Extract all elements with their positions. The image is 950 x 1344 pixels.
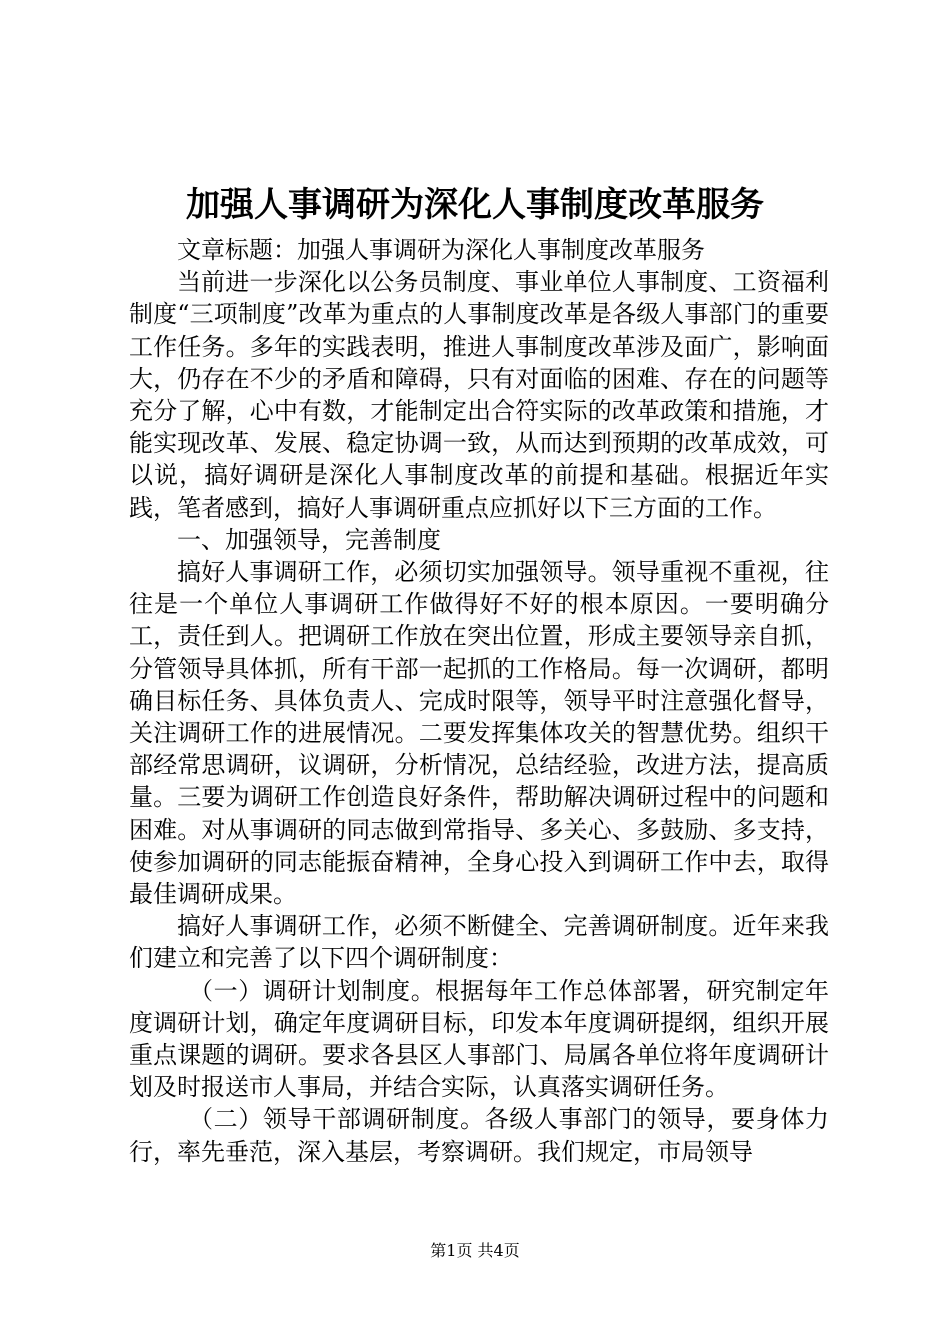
document-title: 加强人事调研为深化人事制度改革服务 [186,185,764,225]
paragraph-item-1: （一）调研计划制度。根据每年工作总体部署，研究制定年度调研计划，确定年度调研目标，印发本年度调研提纲，组织开展重点课题的调研。要求各县区人事部门、局属各单位将年度调研计划及时报送市人事局，并结合实际，认真落实调研任务。 [129,976,829,1102]
paragraph-leadership: 搞好人事调研工作，必须切实加强领导。领导重视不重视，往往是一个单位人事调研工作做得好不好的根本原因。一要明确分工，责任到人。把调研工作放在突出位置，形成主要领导亲自抓，分管领导具体抓，所有干部一起抓的工作格局。每一次调研，都明确目标任务、具体负责人、完成时限等，领导平时注意强化督导，关注调研工作的进展情况。二要发挥集体攻关的智慧优势。组织干部经常思调研，议调研，分析情况，总结经验，改进方法，提高质量。三要为调研工作创造良好条件，帮助解决调研过程中的问题和困难。对从事调研的同志做到常指导、多关心、多鼓励、多支持，使参加调研的同志能振奋精神，全身心投入到调研工作中去，取得最佳调研成果。 [129,558,829,909]
paragraph-item-2: （二）领导干部调研制度。各级人事部门的领导，要身体力行，率先垂范，深入基层，考察调研。我们规定，市局领导 [129,1105,829,1166]
document-body [129,234,829,1168]
paragraph-intro: 当前进一步深化以公务员制度、事业单位人事制度、工资福利制度“三项制度”改革为重点的人事制度改革是各级人事部门的重要工作任务。多年的实践表明，推进人事制度改革涉及面广，影响面大，仍存在不少的矛盾和障碍，只有对面临的困难、存在的问题等充分了解，心中有数，才能制定出合符实际的改革政策和措施，才能实现改革、发展、稳定协调一致，从而达到预期的改革成效，可以说，搞好调研是深化人事制度改革的前提和基础。根据近年实践，笔者感到，搞好人事调研重点应抓好以下三方面的工作。 [129,268,829,522]
article-title-line: 文章标题：加强人事调研为深化人事制度改革服务 [177,236,705,264]
section-heading-1: 一、加强领导，完善制度 [177,525,441,554]
page-number-footer: 第1页 共4页 [430,1241,520,1260]
paragraph-system: 搞好人事调研工作，必须不断健全、完善调研制度。近年来我们建立和完善了以下四个调研制度： [129,912,829,973]
